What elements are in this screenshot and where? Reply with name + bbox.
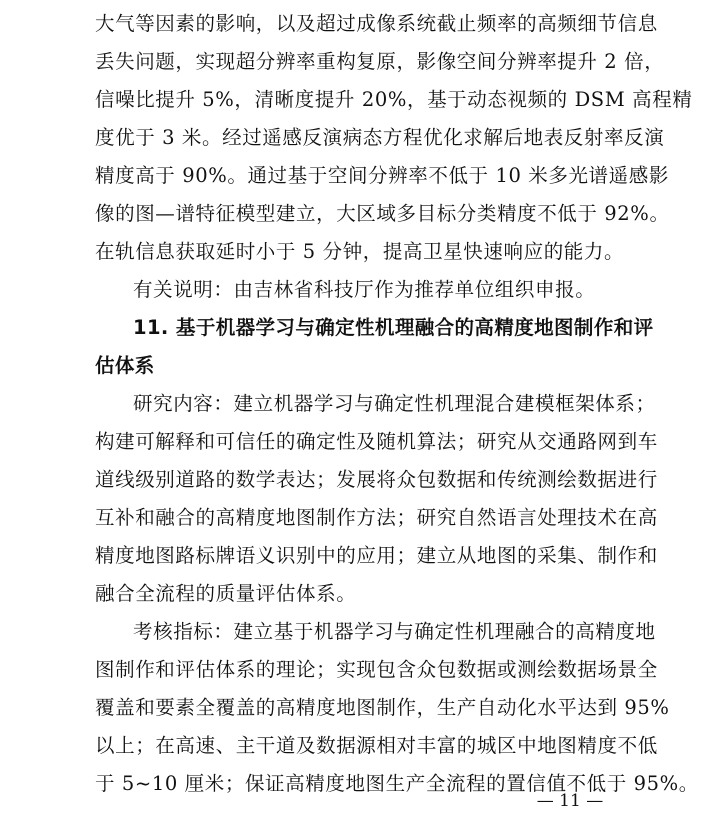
page-number: — 11 — (536, 791, 604, 811)
section-heading-line-1: 11. 基于机器学习与确定性机理融合的高精度地图制作和评 (133, 316, 654, 339)
research-content-line-2: 构建可解释和可信任的确定性及随机算法；研究从交通路网到车 (95, 430, 658, 453)
assessment-line-1: 考核指标：建立基于机器学习与确定性机理融合的高精度地 (133, 620, 656, 643)
assessment-line-3: 覆盖和要素全覆盖的高精度地图制作，生产自动化水平达到 95% (95, 696, 670, 719)
section-heading-line-2: 估体系 (95, 354, 155, 377)
assessment-line-4: 以上；在高速、主干道及数据源相对丰富的城区中地图精度不低 (95, 734, 658, 757)
intro-line-5: 精度高于 90%。通过基于空间分辨率不低于 10 米多光谱遥感影 (95, 164, 669, 187)
intro-line-7: 在轨信息获取延时小于 5 分钟，提高卫星快速响应的能力。 (95, 240, 625, 263)
intro-line-4: 度优于 3 米。经过遥感反演病态方程优化求解后地表反射率反演 (95, 126, 665, 149)
intro-line-1: 大气等因素的影响，以及超过成像系统截止频率的高频细节信息 (95, 12, 658, 35)
intro-line-3: 信噪比提升 5%，清晰度提升 20%，基于动态视频的 DSM 高程精 (95, 88, 693, 111)
research-content-line-5: 精度地图路标牌语义识别中的应用；建立从地图的采集、制作和 (95, 544, 658, 567)
research-content-line-1: 研究内容：建立机器学习与确定性机理混合建模框架体系； (133, 392, 656, 415)
intro-line-6: 像的图—谱特征模型建立，大区域多目标分类精度不低于 92%。 (95, 202, 670, 225)
assessment-line-5: 于 5~10 厘米；保证高精度地图生产全流程的置信值不低于 95%。 (95, 772, 699, 795)
research-content-line-3: 道线级别道路的数学表达；发展将众包数据和传统测绘数据进行 (95, 468, 658, 491)
intro-line-2: 丢失问题，实现超分辨率重构复原，影像空间分辨率提升 2 倍， (95, 50, 665, 73)
research-content-line-6: 融合全流程的质量评估体系。 (95, 582, 357, 605)
research-content-line-4: 互补和融合的高精度地图制作方法；研究自然语言处理技术在高 (95, 506, 658, 529)
assessment-line-2: 图制作和评估体系的理论；实现包含众包数据或测绘数据场景全 (95, 658, 658, 681)
note-line: 有关说明：由吉林省科技厅作为推荐单位组织申报。 (133, 278, 596, 301)
